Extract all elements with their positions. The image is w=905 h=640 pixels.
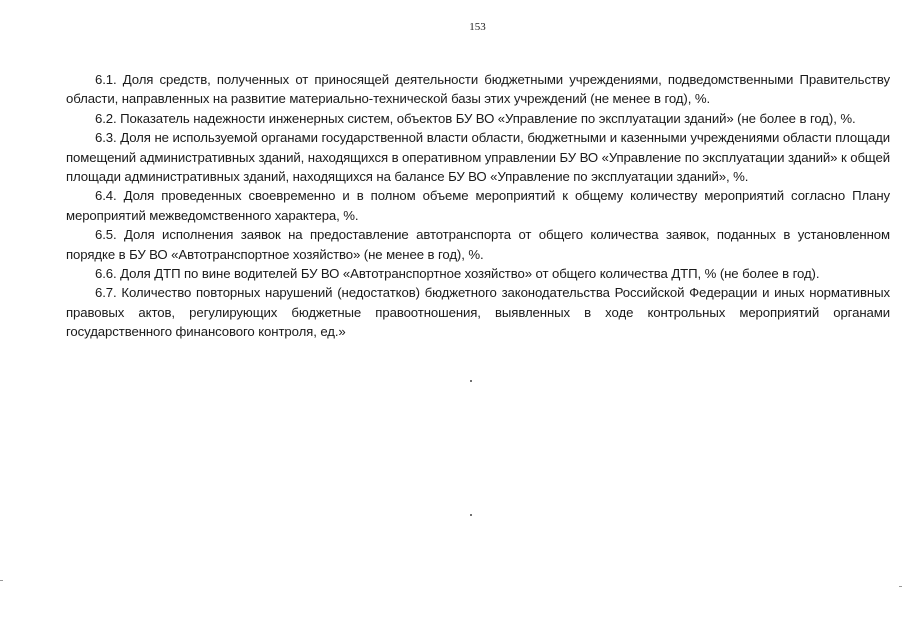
scan-edge-mark <box>0 580 3 581</box>
paragraph-6-1: 6.1. Доля средств, полученных от приносящей деятельности бюджетными учреждениями, подведомственными Правительству области, направленных на развитие материально-технической базы этих учреждений (не менее в год), %. <box>66 72 890 107</box>
paragraph-6-2: 6.2. Показатель надежности инженерных систем, объектов БУ ВО «Управление по эксплуатации зданий» (не более в год), %. <box>95 110 856 126</box>
scan-speck <box>470 514 472 516</box>
paragraph-6-4: 6.4. Доля проведенных своевременно и в полном объеме мероприятий к общему количеству мероприятий согласно Плану мероприятий межведомственного характера, %. <box>66 188 890 223</box>
scan-edge-mark <box>899 586 902 587</box>
paragraph-6-6: 6.6. Доля ДТП по вине водителей БУ ВО «Автотранспортное хозяйство» от общего количества ДТП, % (не более в год). <box>95 266 820 282</box>
paragraph-6-7: 6.7. Количество повторных нарушений (недостатков) бюджетного законодательства Российской Федерации и иных нормативных правовых актов, регулирующих бюджетные правоотношения, выявленных в ходе контрольных мероприятий органами государственного финансового контроля, ед.» <box>66 285 890 340</box>
scan-speck <box>470 380 472 382</box>
paragraph-6-3: 6.3. Доля не используемой органами государственной власти области, бюджетными и казенными учреждениями области площади помещений административных зданий, находящихся в оперативном управлении БУ ВО «Управление по эксплуатации зданий» к общей площади административных зданий, находящихся на балансе БУ ВО «Управление по эксплуатации зданий», %. <box>66 130 890 185</box>
paragraph-6-5: 6.5. Доля исполнения заявок на предоставление автотранспорта от общего количества заявок, поданных в установленном порядке в БУ ВО «Автотранспортное хозяйство» (не менее в год), %. <box>66 227 890 262</box>
page-number: 153 <box>469 21 486 33</box>
document-body <box>66 70 890 342</box>
